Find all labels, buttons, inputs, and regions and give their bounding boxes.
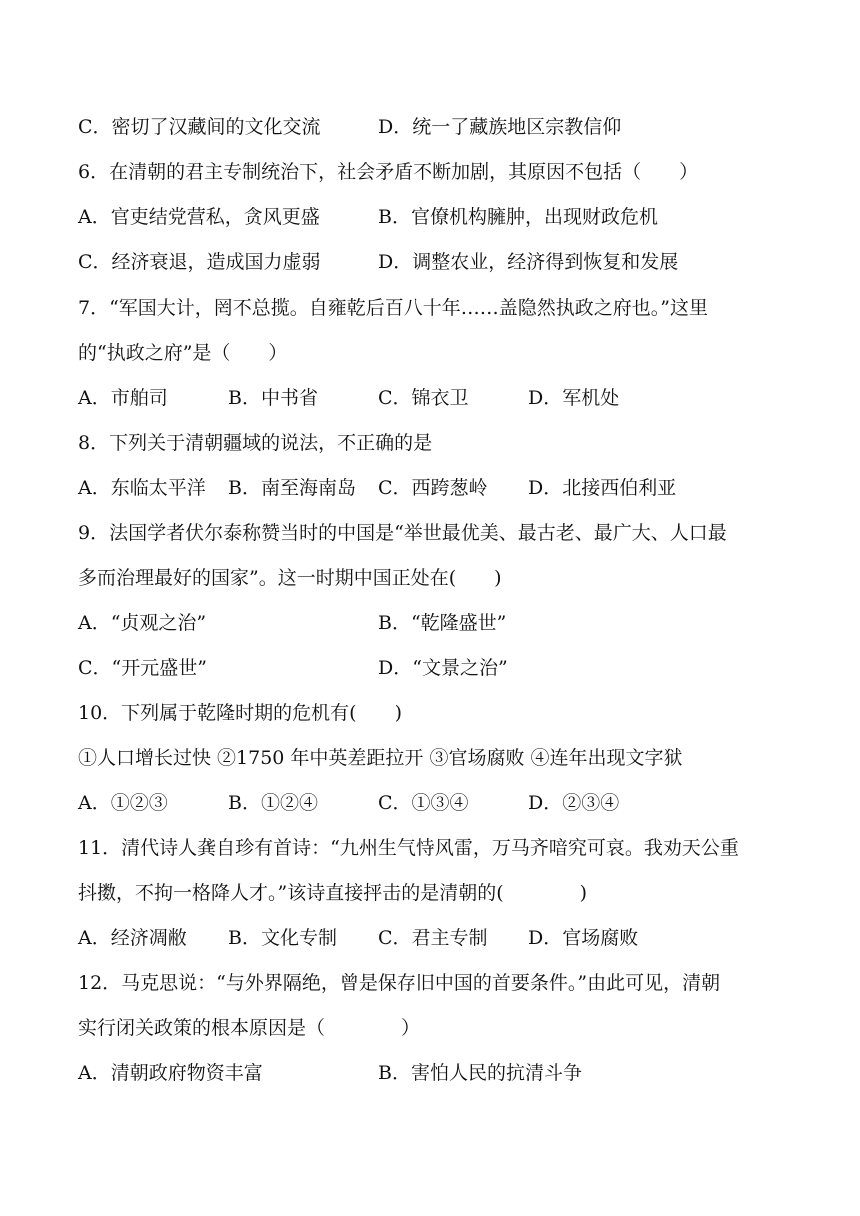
q9-option-c: C．“开元盛世” — [78, 657, 207, 679]
q12-option-b: B．害怕人民的抗清斗争 — [378, 1062, 582, 1084]
q7-option-c: C．锦衣卫 — [378, 387, 469, 409]
q7-option-d: D．军机处 — [528, 387, 620, 409]
q6-stem: 6．在清朝的君主专制统治下，社会矛盾不断加剧，其原因不包括（ ） — [78, 161, 699, 183]
q5-option-c: C．密切了汉藏间的文化交流 — [78, 116, 321, 138]
q9-option-d: D．“文景之治” — [378, 657, 508, 679]
q11-option-b: B．文化专制 — [228, 927, 337, 949]
q7-option-a: A．市舶司 — [78, 387, 168, 409]
q10-option-a: A．①②③ — [78, 792, 168, 814]
q6-option-c: C．经济衰退，造成国力虚弱 — [78, 251, 321, 273]
q10-option-b: B．①②④ — [228, 792, 318, 814]
q9-option-b: B．“乾隆盛世” — [378, 612, 507, 634]
q5-option-d: D．统一了藏族地区宗教信仰 — [378, 116, 622, 138]
q6-option-a: A．官吏结党营私，贪风更盛 — [78, 206, 320, 228]
q8-stem: 8．下列关于清朝疆域的说法，不正确的是 — [78, 432, 433, 454]
q9-stem-line-2: 多而治理最好的国家”。这一时期中国正处在( ) — [78, 567, 502, 589]
q12-stem-line-1: 12．马克思说：“与外界隔绝，曾是保存旧中国的首要条件。”由此可见，清朝 — [78, 972, 721, 994]
q8-option-d: D．北接西伯利亚 — [528, 477, 677, 499]
q11-stem-line-1: 11．清代诗人龚自珍有首诗：“九州生气恃风雷，万马齐喑究可哀。我劝天公重 — [78, 837, 739, 859]
q10-stem: 10．下列属于乾隆时期的危机有( ) — [78, 702, 403, 724]
q7-stem-line-2: 的“执政之府”是（ ） — [78, 342, 288, 364]
q11-option-c: C．君主专制 — [378, 927, 488, 949]
q11-option-a: A．经济凋敝 — [78, 927, 187, 949]
q10-option-c: C．①③④ — [378, 792, 469, 814]
q7-stem-line-1: 7．“军国大计，罔不总揽。自雍乾后百八十年……盖隐然执政之府也。”这里 — [78, 297, 709, 319]
q8-option-a: A．东临太平洋 — [78, 477, 206, 499]
q11-option-d: D．官场腐败 — [528, 927, 639, 949]
q9-option-a: A．“贞观之治” — [78, 612, 207, 634]
q8-option-b: B．南至海南岛 — [228, 477, 356, 499]
q9-stem-line-1: 9．法国学者伏尔泰称赞当时的中国是“举世最优美、最古老、最广大、人口最 — [78, 522, 727, 544]
q10-items: ①人口增长过快 ②1750 年中英差距拉开 ③官场腐败 ④连年出现文字狱 — [78, 747, 683, 769]
q6-option-d: D．调整农业，经济得到恢复和发展 — [378, 251, 679, 273]
q11-stem-line-2: 抖擞，不拘一格降人才。”该诗直接抨击的是清朝的( ) — [78, 882, 588, 904]
q8-option-c: C．西跨葱岭 — [378, 477, 488, 499]
q6-option-b: B．官僚机构臃肿，出现财政危机 — [378, 206, 658, 228]
q7-option-b: B．中书省 — [228, 387, 318, 409]
q10-option-d: D．②③④ — [528, 792, 620, 814]
q12-stem-line-2: 实行闭关政策的根本原因是（ ） — [78, 1017, 421, 1039]
q12-option-a: A．清朝政府物资丰富 — [78, 1062, 263, 1084]
